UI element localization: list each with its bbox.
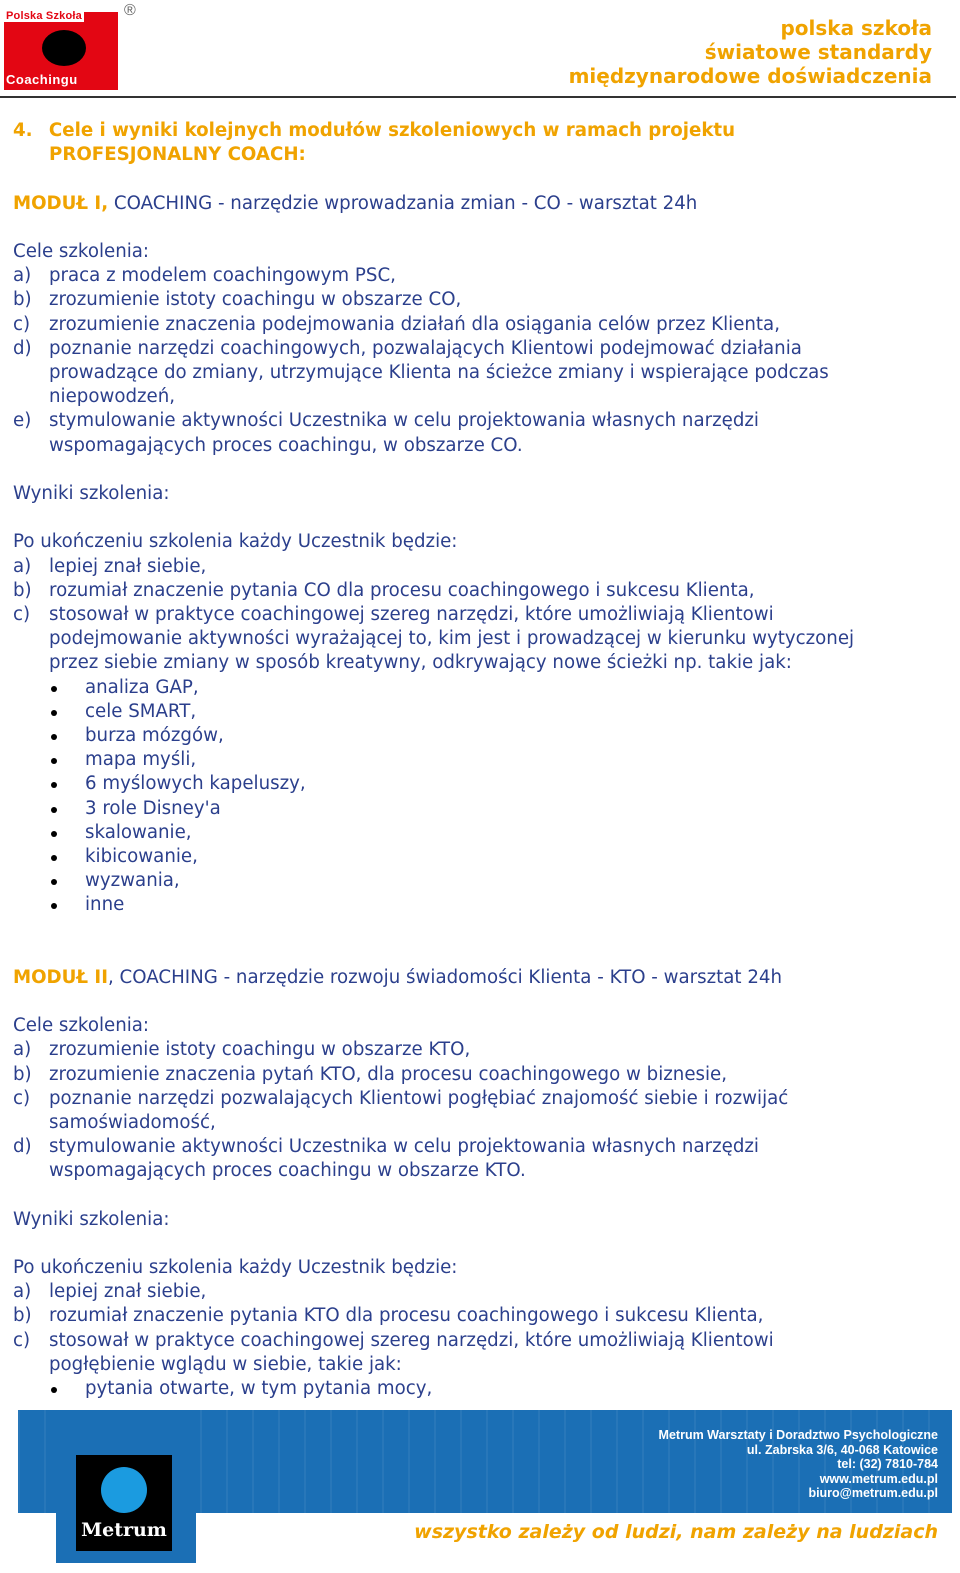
list-item-text: stymulowanie aktywności Uczestnika w celu projektowania własnych narzędzi [49,410,759,432]
list-item [13,288,948,312]
bullet-item [13,893,948,917]
list-item-marker: c) [13,313,31,335]
bullet-text: inne [85,894,125,916]
goals-heading: Cele szkolenia: [13,1015,150,1037]
bullet-item [13,724,948,748]
list-item-text: rozumiał znaczenie pytania CO dla procesu coachingowego i sukcesu Klienta, [49,579,755,601]
list-item-marker: b) [13,579,32,601]
module-label: MODUŁ II [13,966,108,988]
list-item [13,1038,948,1062]
list-item-text: lepiej znał siebie, [49,1281,207,1303]
tagline-line: światowe standardy [704,40,932,64]
results-list [13,1280,948,1377]
list-item-text: poznanie narzędzi pozwalających Klientowi pogłębiać znajomość siebie i rozwijać [49,1087,789,1109]
list-item [13,1304,948,1328]
list-item-continuation: pogłębienie wglądu w siebie, takie jak: [49,1353,402,1375]
tools-list [13,1377,948,1401]
list-item-marker: d) [13,1136,32,1158]
results-heading: Wyniki szkolenia: [13,1208,170,1230]
list-item-continuation: prowadzące do zmiany, utrzymujące Klienta na ścieżce zmiany i wspierające podczas [49,361,829,383]
bullet-icon [13,676,85,700]
bullet-text: burza mózgów, [85,724,224,746]
contact-block [659,1428,938,1501]
list-item-text: zrozumienie znaczenia podejmowania działań dla osiągania celów przez Klienta, [49,313,780,335]
module-heading [13,192,948,216]
bullet-icon [13,821,85,845]
contact-line: www.metrum.edu.pl [819,1471,938,1486]
list-item-marker: a) [13,1039,32,1061]
list-item [13,1280,948,1304]
bullet-icon [13,724,85,748]
results-list [13,555,948,676]
list-item-continuation: przez siebie zmiany w sposób kreatywny, odkrywający nowe ścieżki np. takie jak: [49,652,792,674]
metrum-logo-text: Metrum [81,1519,167,1541]
module-label: MODUŁ I, [13,192,109,214]
list-item-marker: a) [13,1281,32,1303]
list-item [13,409,948,433]
bullet-icon [13,772,85,796]
polska-szkola-coachingu-logo [2,2,142,90]
list-item-text: stosował w praktyce coachingowej szereg narzędzi, które umożliwiają Klientowi [49,603,774,625]
list-item [13,579,948,603]
list-item [13,1063,948,1087]
bullet-text: 3 role Disney'a [85,797,221,819]
logo-bottom-text: Coachingu [6,72,78,87]
bullet-text: kibicowanie, [85,845,198,867]
list-item-continuation: wspomagających proces coachingu, w obszarze CO. [49,434,523,456]
list-item [13,1087,948,1111]
logo-black-dot [42,30,86,66]
bullet-item [13,700,948,724]
bullet-item [13,845,948,869]
list-item-text: stosował w praktyce coachingowej szereg narzędzi, które umożliwiają Klientowi [49,1329,774,1351]
contact-line: Metrum Warsztaty i Doradztwo Psychologiczne [658,1428,938,1442]
list-item-marker: c) [13,603,31,625]
list-item-marker: b) [13,1063,32,1085]
document-body [13,119,948,1401]
list-item-continuation: wspomagających proces coachingu w obszarze KTO. [49,1160,526,1182]
list-item [13,1329,948,1353]
header-tagline [569,16,932,88]
bullet-icon [13,1377,85,1401]
results-intro: Po ukończeniu szkolenia każdy Uczestnik będzie: [13,1257,458,1279]
list-item [13,1135,948,1159]
list-item [13,264,948,288]
bullet-item [13,748,948,772]
list-item-text: rozumiał znaczenie pytania KTO dla procesu coachingowego i sukcesu Klienta, [49,1305,764,1327]
bullet-item [13,676,948,700]
bullet-icon [13,869,85,893]
list-item-continuation: niepowodzeń, [49,386,176,408]
goals-list [13,1038,948,1183]
bullet-text: wyzwania, [85,870,180,892]
list-item-continuation: samoświadomość, [49,1111,216,1133]
list-item-marker: b) [13,289,32,311]
metrum-logo [76,1455,172,1551]
goals-heading: Cele szkolenia: [13,240,150,262]
contact-line: biuro@metrum.edu.pl [808,1486,938,1501]
tagline-line: międzynarodowe doświadczenia [568,64,932,88]
list-item-text: zrozumienie istoty coachingu w obszarze KTO, [49,1039,471,1061]
section-title-line: Cele i wyniki kolejnych modułów szkoleniowych w ramach projektu [48,120,736,141]
metrum-logo-dot [101,1467,147,1513]
list-item-text: praca z modelem coachingowym PSC, [49,265,396,287]
bullet-text: analiza GAP, [85,676,199,698]
module-title: , COACHING - narzędzie rozwoju świadomości Klienta - KTO - warsztat 24h [107,966,783,988]
list-item-text: stymulowanie aktywności Uczestnika w celu projektowania własnych narzędzi [49,1136,759,1158]
footer-slogan: wszystko zależy od ludzi, nam zależy na ludziach [414,1521,938,1543]
bullet-text: mapa myśli, [85,749,197,771]
results-heading: Wyniki szkolenia: [13,482,170,504]
list-item-text: lepiej znał siebie, [49,555,207,577]
list-item-marker: c) [13,1087,31,1109]
bullet-item [13,869,948,893]
registered-mark: ® [124,2,136,19]
module-heading [13,966,948,990]
goals-list [13,264,948,458]
list-item-marker: a) [13,265,32,287]
bullet-text: cele SMART, [85,700,197,722]
bullet-icon [13,845,85,869]
bullet-text: pytania otwarte, w tym pytania mocy, [85,1378,433,1400]
bullet-icon [13,748,85,772]
list-item-text: zrozumienie istoty coachingu w obszarze CO, [49,289,462,311]
list-item [13,337,948,361]
metrum-footer-banner [18,1410,952,1563]
contact-line: ul. Zabrska 3/6, 40-068 Katowice [746,1442,938,1457]
bullet-icon [13,893,85,917]
list-item-text: zrozumienie znaczenia pytań KTO, dla procesu coachingowego w biznesie, [49,1063,728,1085]
list-item-continuation: podejmowanie aktywności wyrażającej to, kim jest i prowadzącej w kierunku wytyczonej [49,628,855,650]
list-item-marker: e) [13,410,32,432]
bullet-item [13,797,948,821]
bullet-icon [13,700,85,724]
module-title: COACHING - narzędzie wprowadzania zmian - CO - warsztat 24h [108,192,698,214]
list-item [13,313,948,337]
tagline-line: polska szkoła [780,16,932,40]
bullet-icon [13,797,85,821]
section-title-line: PROFESJONALNY COACH: [49,144,306,166]
section-title [13,119,948,143]
bullet-item [13,1377,948,1401]
list-item [13,603,948,627]
bullet-item [13,772,948,796]
results-intro: Po ukończeniu szkolenia każdy Uczestnik będzie: [13,531,458,553]
contact-line: tel: (32) 7810-784 [837,1457,938,1472]
header-divider [0,96,956,98]
list-item [13,555,948,579]
bullet-text: 6 myślowych kapeluszy, [85,773,306,795]
logo-top-text: Polska Szkoła [6,10,82,22]
list-item-marker: d) [13,337,32,359]
list-item-marker: b) [13,1305,32,1327]
list-item-marker: c) [13,1329,31,1351]
bullet-item [13,821,948,845]
bullet-text: skalowanie, [85,821,192,843]
list-item-marker: a) [13,555,32,577]
section-number: 4. [13,120,33,141]
tools-list [13,676,948,918]
list-item-text: poznanie narzędzi coachingowych, pozwalających Klientowi podejmować działania [49,337,802,359]
